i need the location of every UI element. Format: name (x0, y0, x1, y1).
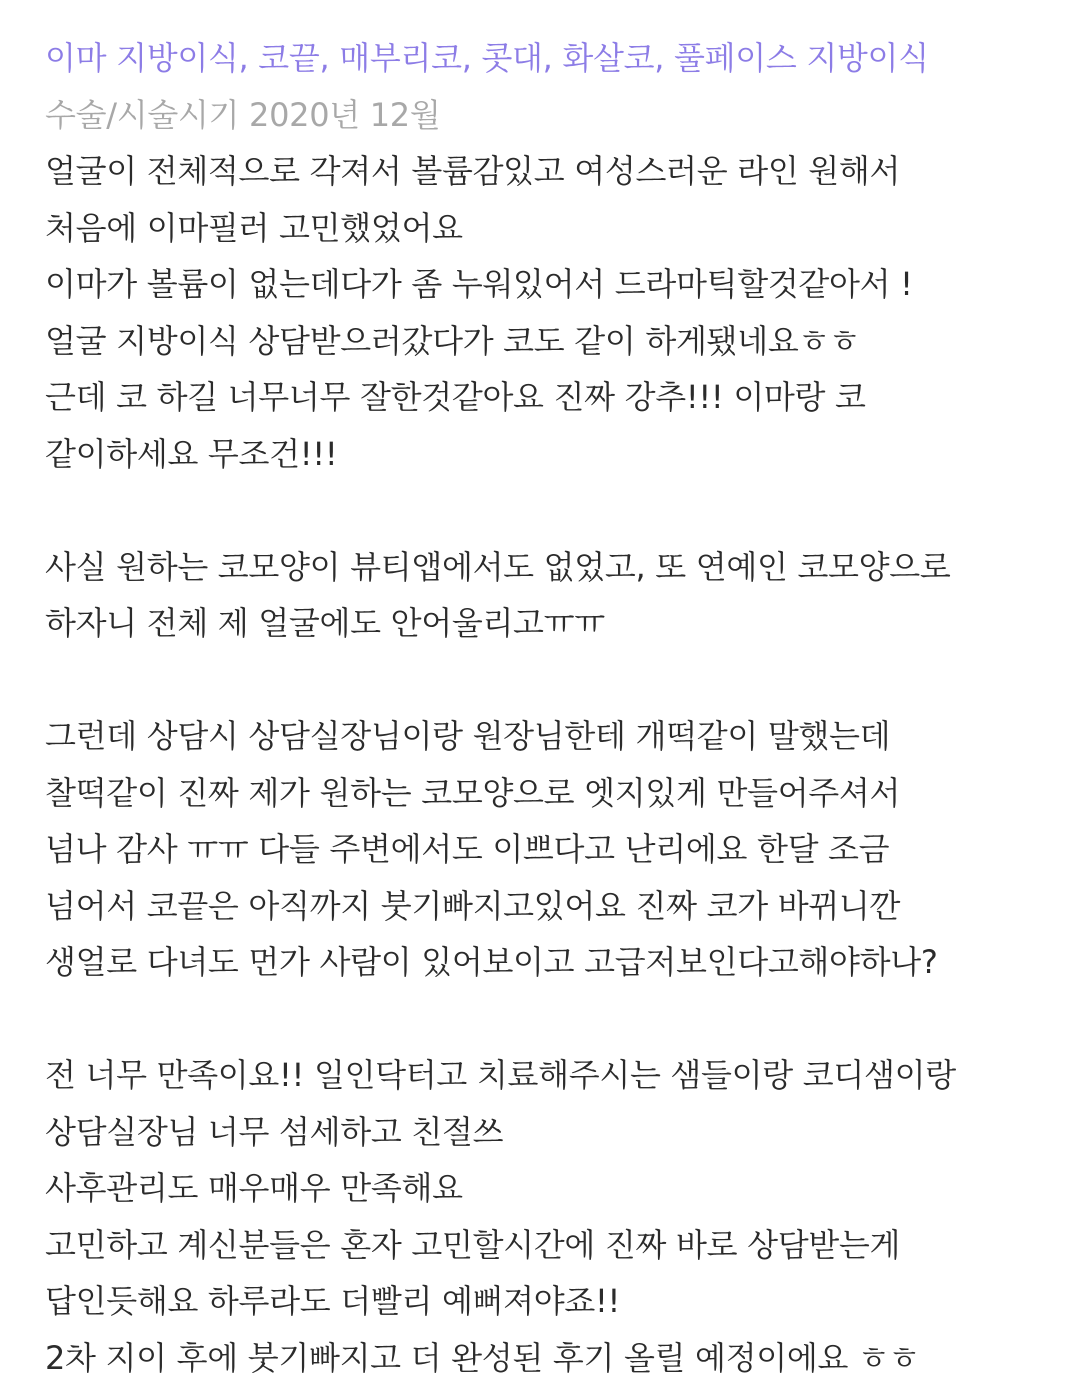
review-line: 그런데 상담시 상담실장님이랑 원장님한테 개떡같이 말했는데 (45, 717, 891, 755)
review-line: 하자니 전체 제 얼굴에도 안어울리고ㅠㅠ (45, 604, 605, 642)
paragraph-spacer (45, 991, 1077, 1048)
review-line: 고민하고 계신분들은 혼자 고민할시간에 진짜 바로 상담받는게 (45, 1225, 901, 1264)
review-line: 이마가 볼륨이 없는데다가 좀 누워있어서 드라마틱할것같아서 ! (45, 265, 913, 303)
surgery-date: 수술/시술시기 2020년 12월 (45, 95, 441, 134)
review-line: 근데 코 하길 너무너무 잘한것같아요 진짜 강추!!! 이마랑 코 (45, 378, 866, 416)
review-line: 얼굴이 전체적으로 각져서 볼륨감있고 여성스러운 라인 원해서 (45, 152, 901, 190)
review-line: 찰떡같이 진짜 제가 원하는 코모양으로 엣지있게 만들어주셔서 (45, 773, 901, 812)
review-paragraph-3 (45, 708, 1077, 991)
review-paragraph-1 (45, 143, 1077, 482)
review-paragraph-4 (45, 1047, 1077, 1386)
review-line: 답인듯해요 하루라도 더빨리 예뻐져야죠!! (45, 1282, 621, 1320)
review-line: 처음에 이마필러 고민했었어요 (45, 208, 463, 247)
procedure-tags[interactable]: 이마 지방이식, 코끝, 매부리코, 콧대, 화살코, 풀페이스 지방이식 (45, 39, 929, 77)
review-paragraph-2 (45, 539, 1077, 652)
review-line: 사후관리도 매우매우 만족해요 (45, 1169, 463, 1207)
review-line: 상담실장님 너무 섬세하고 친절쓰 (45, 1112, 504, 1151)
review-line: 넘어서 코끝은 아직까지 붓기빠지고있어요 진짜 코가 바뀌니깐 (45, 886, 901, 925)
review-line: 생얼로 다녀도 먼가 사람이 있어보이고 고급저보인다고해야하나? (45, 943, 938, 981)
paragraph-spacer (45, 482, 1077, 539)
review-line: 넘나 감사 ㅠㅠ 다들 주변에서도 이쁘다고 난리에요 한달 조금 (45, 830, 890, 868)
review-line: 얼굴 지방이식 상담받으러갔다가 코도 같이 하게됐네요ㅎㅎ (45, 321, 860, 360)
paragraph-spacer (45, 652, 1077, 709)
review-line: 전 너무 만족이요!! 일인닥터고 치료해주시는 샘들이랑 코디샘이랑 (45, 1056, 956, 1094)
review-line: 같이하세요 무조건!!! (45, 434, 338, 473)
review-line: 사실 원하는 코모양이 뷰티앱에서도 없었고, 또 연예인 코모양으로 (45, 547, 951, 586)
review-line: 2차 지이 후에 붓기빠지고 더 완성된 후기 올릴 예정이에요 ㅎㅎ (45, 1338, 920, 1377)
